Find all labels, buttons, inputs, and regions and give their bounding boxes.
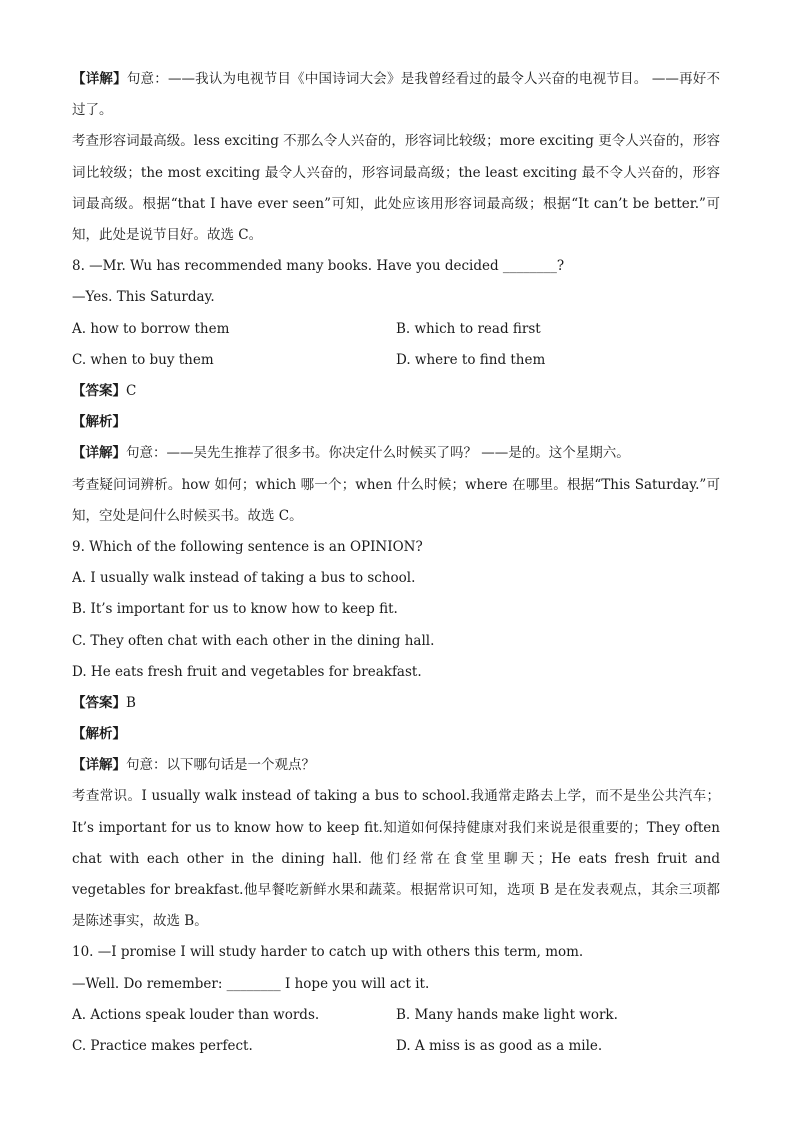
q9-answer — [72, 688, 720, 719]
q8-options-row-2 — [72, 345, 720, 376]
q10-option-c: C. Practice makes perfect. — [72, 1038, 253, 1055]
q9-option-c: C. They often chat with each other in the dining hall. — [72, 632, 435, 649]
q8-detail-text: 句意：——吴先生推荐了很多书。你决定什么时候买了吗？ ——是的。这个星期六。 — [126, 445, 630, 462]
detail-tag: 【详解】 — [72, 71, 127, 87]
q8-explanation: 考查疑问词辨析。how 如何；which 哪一个；when 什么时候；where 在哪里。根据“This Saturday.”可知，空处是问什么时候买书。故选 C。 — [72, 476, 720, 524]
q10-options-row-1 — [72, 1000, 720, 1031]
q8-option-c: C. when to buy them — [72, 351, 214, 368]
q9-answer-value: B — [126, 694, 136, 711]
q9-explanation: 考查常识。I usually walk instead of taking a bus to school.我通常走路去上学，而不是坐公共汽车；It’s important for us to know how to keep fit.知道如何保持健康对我们来说是很重要的；They often chat with each other in the dining hall. 他们经常在食堂里聊天；He eats fresh fruit and vegetables for breakfast.他早餐吃新鲜水果和蔬菜。根据常识可知，选项 B 是在发表观点，其余三项都是陈述事实，故选 B。 — [72, 788, 720, 930]
q9-option-a: A. I usually walk instead of taking a bus to school. — [72, 570, 416, 587]
q9-detail-text: 句意：以下哪句话是一个观点？ — [126, 757, 315, 774]
q9-question: 9. Which of the following sentence is an OPINION? — [72, 538, 423, 555]
q9-analysis-tag: 【解析】 — [72, 726, 126, 743]
q10-options-row-2 — [72, 1031, 720, 1062]
q8-answer — [72, 376, 720, 407]
q8-options-row-1 — [72, 314, 720, 345]
detail-tag: 【详解】 — [72, 757, 126, 774]
q8-option-d: D. where to find them — [396, 351, 546, 368]
q8-answer-value: C — [126, 382, 137, 399]
q8-analysis-tag: 【解析】 — [72, 414, 126, 431]
q8-option-a: A. how to borrow them — [72, 320, 230, 337]
q10-reply: —Well. Do remember: ________ I hope you will act it. — [72, 975, 430, 992]
q9-option-b: B. It’s important for us to know how to keep fit. — [72, 601, 398, 618]
document-page — [72, 64, 720, 1062]
q9-detail — [72, 750, 720, 781]
answer-tag: 【答案】 — [72, 382, 126, 399]
q7-detail-text: 句意：——我认为电视节目《中国诗词大会》是我曾经看过的最令人兴奋的电视节目。 ——再好不过了。 — [72, 71, 721, 119]
q8-option-b: B. which to read first — [396, 320, 541, 337]
q10-option-b: B. Many hands make light work. — [396, 1006, 618, 1023]
answer-tag: 【答案】 — [72, 694, 126, 711]
q7-detail — [72, 64, 720, 126]
detail-tag: 【详解】 — [72, 445, 126, 462]
q10-option-a: A. Actions speak louder than words. — [72, 1006, 320, 1023]
q10-option-d: D. A miss is as good as a mile. — [396, 1038, 603, 1055]
q10-question: 10. —I promise I will study harder to catch up with others this term, mom. — [72, 944, 584, 961]
q8-reply: —Yes. This Saturday. — [72, 289, 215, 306]
q8-detail — [72, 438, 720, 469]
q8-question: 8. —Mr. Wu has recommended many books. Have you decided ________? — [72, 258, 565, 275]
q7-explanation: 考查形容词最高级。less exciting 不那么令人兴奋的，形容词比较级；more exciting 更令人兴奋的，形容词比较级；the most exciting 最令人兴奋的，形容词最高级；the least exciting 最不令人兴奋的，形容词最高级。根据“that I have ever seen”可知，此处应该用形容词最高级；根据“It can’t be better.”可知，此处是说节目好。故选 C。 — [72, 133, 720, 244]
q9-option-d: D. He eats fresh fruit and vegetables for breakfast. — [72, 663, 422, 680]
